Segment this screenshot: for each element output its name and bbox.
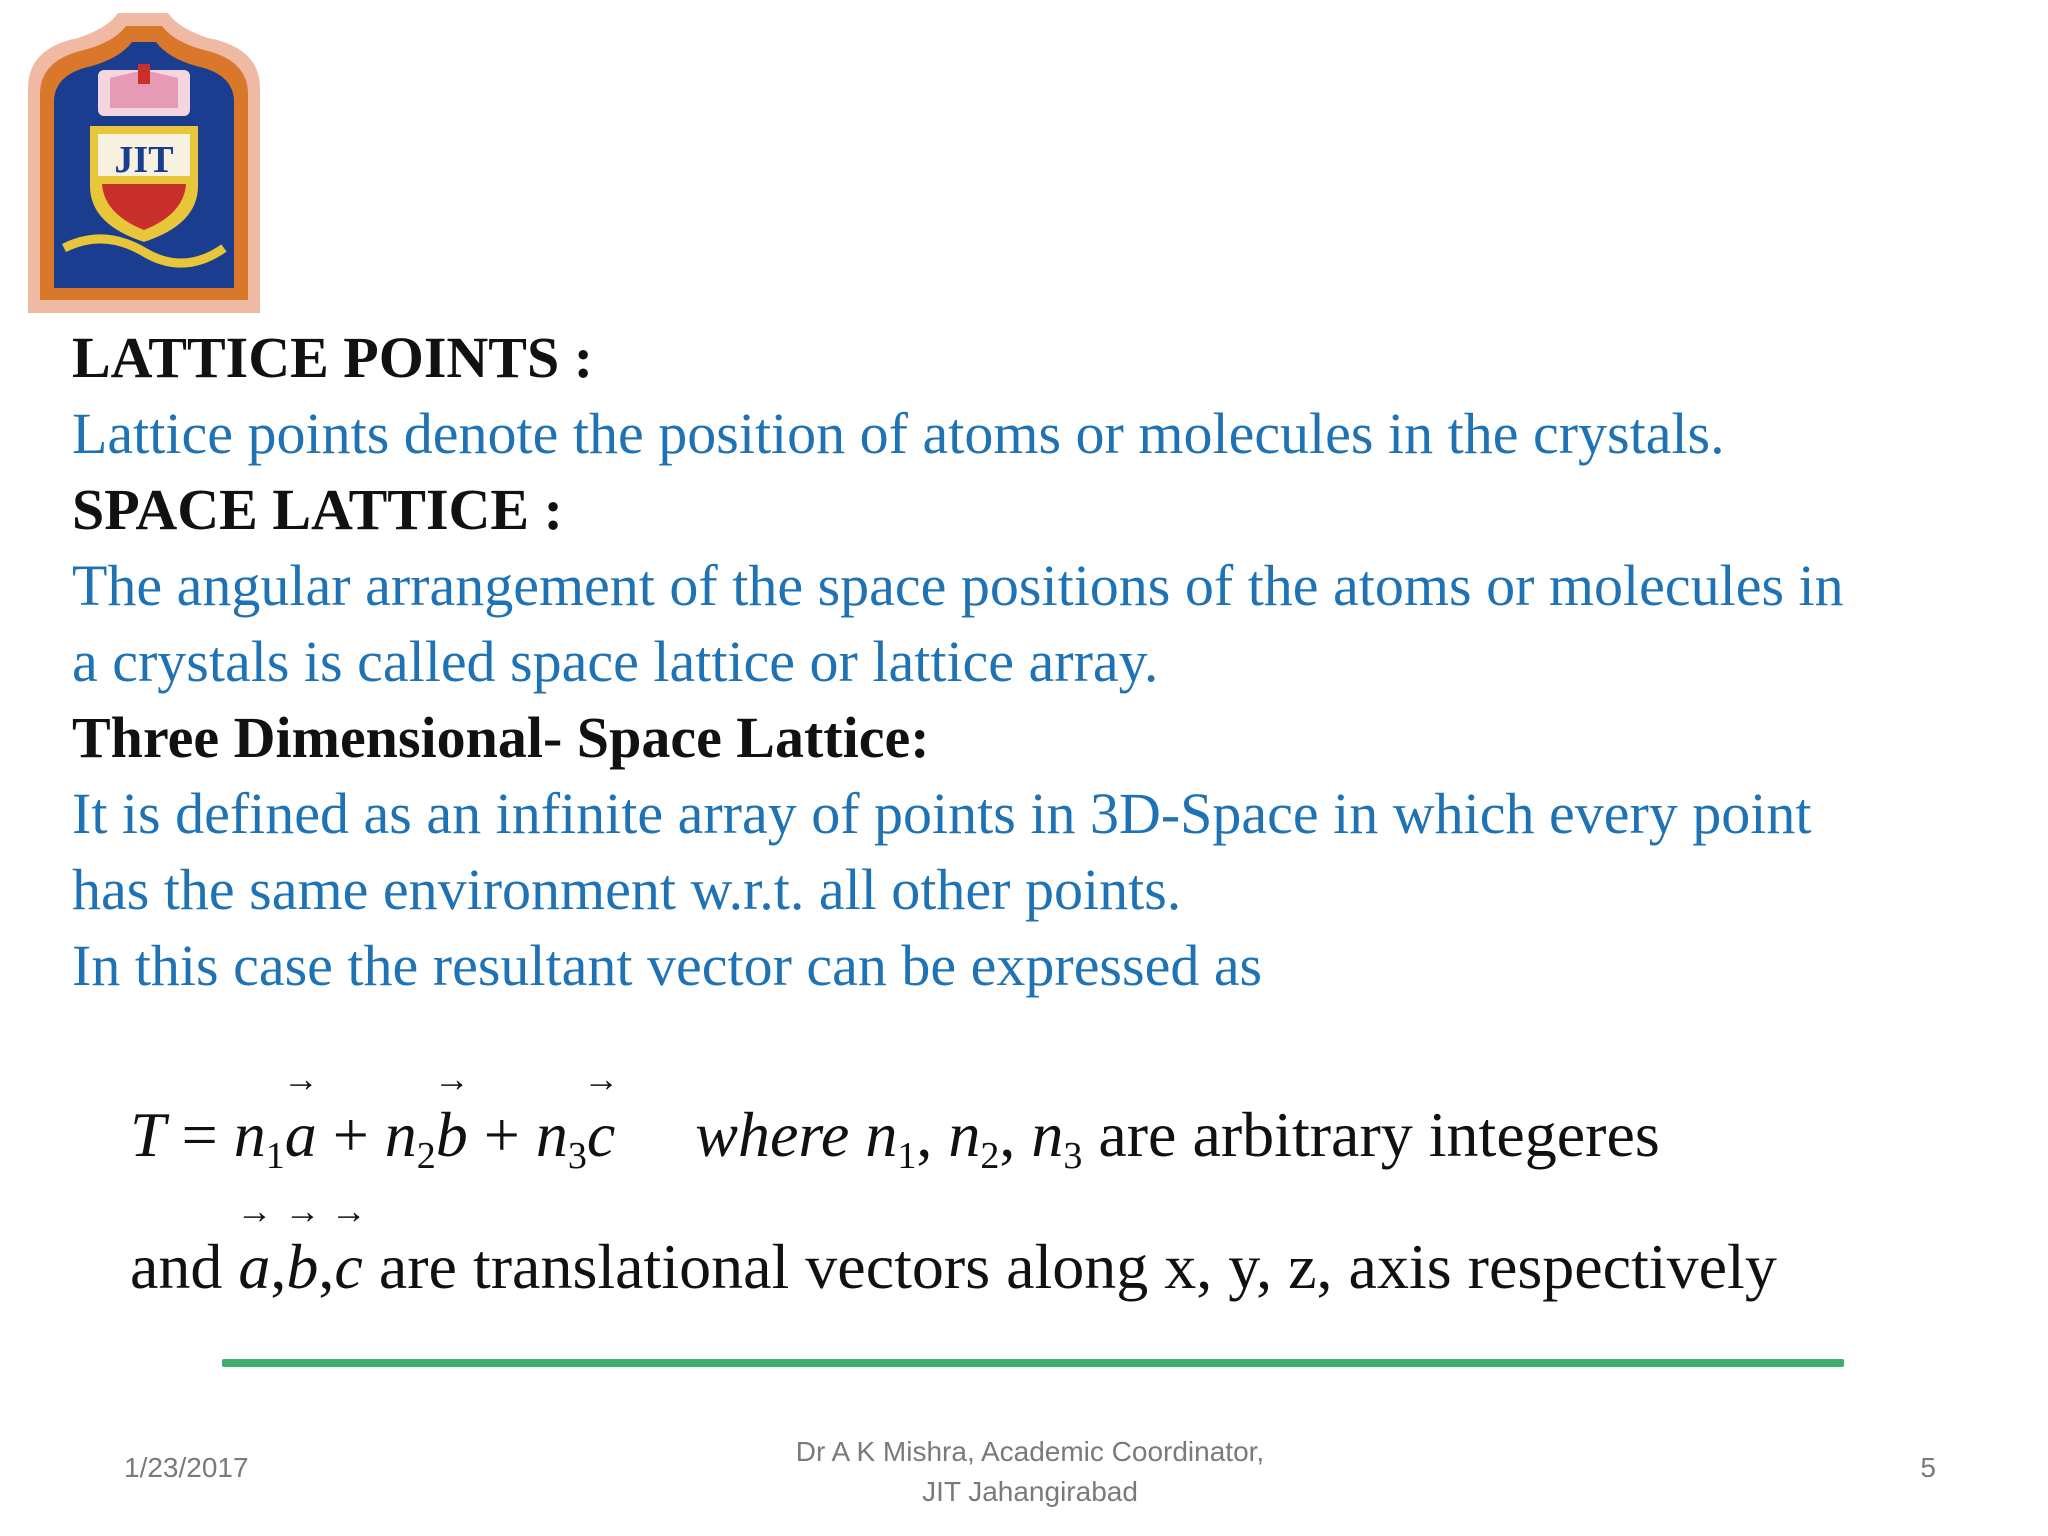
vector-b-2: → b (286, 1230, 318, 1304)
space-lattice-definition-line-1: The angular arrangement of the space positions of the atoms or molecules in (72, 553, 1844, 618)
formula-T: T (130, 1099, 166, 1170)
formula-where: where (695, 1099, 850, 1170)
formula-and: and (130, 1231, 223, 1302)
formula-comma-2: , (999, 1099, 1016, 1170)
vector-c-2: → c (334, 1230, 362, 1304)
formula-line1-tail: are arbitrary integeres (1098, 1099, 1660, 1170)
heading-3d-space-lattice: Three Dimensional- Space Lattice: (72, 705, 930, 770)
formula-where-n3: n (1031, 1099, 1064, 1170)
formula-where-n2: n (948, 1099, 981, 1170)
footer-author-line-2: JIT Jahangirabad (922, 1476, 1138, 1507)
footer-date: 1/23/2017 (124, 1452, 249, 1483)
formula-comma-4: , (318, 1231, 335, 1302)
formula-plus-1: + (332, 1099, 369, 1170)
formula-n3: n (535, 1099, 568, 1170)
formula-vector-description (130, 1230, 1777, 1304)
3d-lattice-definition-line-1: It is defined as an infinite array of points in 3D-Space in which every point (72, 781, 1812, 846)
footer-page-number: 5 (1920, 1452, 1936, 1483)
vector-a-2: → a (238, 1230, 270, 1304)
formula-n1: n (233, 1099, 266, 1170)
formula-where-n1: n (865, 1099, 898, 1170)
formula-equals: = (181, 1099, 218, 1170)
vector-c: → c (587, 1098, 615, 1172)
formula-sub2: 2 (416, 1135, 436, 1177)
formula-where-sub2: 2 (980, 1135, 1000, 1177)
footer-author-line-1: Dr A K Mishra, Academic Coordinator, (795, 1436, 1265, 1467)
3d-lattice-definition-line-3: In this case the resultant vector can be expressed as (72, 933, 1263, 998)
formula-n2: n (384, 1099, 417, 1170)
svg-text:JIT: JIT (114, 139, 174, 181)
formula-comma-1: , (916, 1099, 933, 1170)
formula-translation-vector (130, 1098, 1660, 1178)
formula-where-sub3: 3 (1063, 1135, 1083, 1177)
institute-logo (18, 8, 270, 318)
heading-space-lattice: SPACE LATTICE : (72, 477, 563, 542)
formula-comma-3: , (270, 1231, 287, 1302)
formula-plus-2: + (483, 1099, 520, 1170)
green-divider (222, 1359, 1844, 1367)
space-lattice-definition-line-2: a crystals is called space lattice or lattice array. (72, 629, 1159, 694)
logo-emblem-icon (18, 8, 270, 318)
vector-b: → b (436, 1098, 468, 1172)
formula-line2-tail: are translational vectors along x, y, z, axis respectively (378, 1231, 1777, 1302)
3d-lattice-definition-line-2: has the same environment w.r.t. all other points. (72, 857, 1182, 922)
formula-sub3: 3 (567, 1135, 587, 1177)
heading-lattice-points: LATTICE POINTS : (72, 325, 594, 390)
lattice-points-definition: Lattice points denote the position of atoms or molecules in the crystals. (72, 401, 1725, 466)
vector-a: → a (285, 1098, 317, 1172)
formula-sub1: 1 (265, 1135, 285, 1177)
footer-author (700, 1432, 1360, 1512)
formula-where-sub1: 1 (897, 1135, 917, 1177)
